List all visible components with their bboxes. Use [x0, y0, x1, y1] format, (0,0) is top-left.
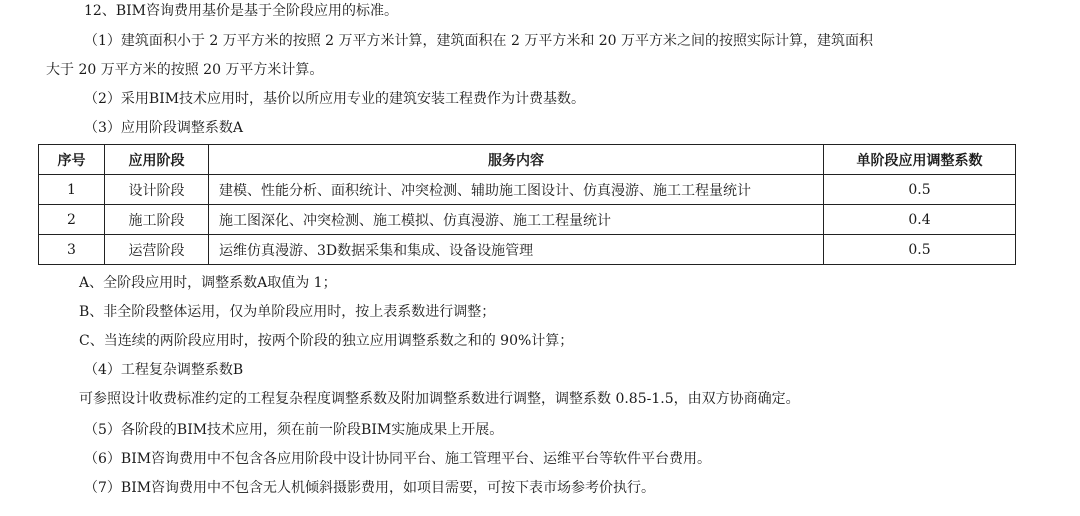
clause-1-line-1: （1）建筑面积小于 2 万平方米的按照 2 万平方米计算，建筑面积在 2 万平方米和 20 万平方米之间的按照实际计算，建筑面积 — [84, 33, 874, 49]
table-row — [39, 205, 1016, 235]
row-no: 2 — [39, 205, 105, 235]
note-c: C、当连续的两阶段应用时，按两个阶段的独立应用调整系数之和的 90%计算； — [79, 333, 574, 349]
clause-6: （6）BIM咨询费用中不包含各应用阶段中设计协同平台、施工管理平台、运维平台等软件平台费用。 — [84, 451, 712, 467]
row-coefficient: 0.5 — [824, 175, 1016, 205]
item-12-heading: 12、BIM咨询费用基价是基于全阶段应用的标准。 — [84, 3, 398, 19]
table-header-row — [39, 145, 1016, 175]
row-content: 运维仿真漫游、3D数据采集和集成、设备设施管理 — [209, 235, 824, 265]
clause-3-heading: （3）应用阶段调整系数A — [84, 120, 244, 136]
row-coefficient: 0.4 — [824, 205, 1016, 235]
note-a: A、全阶段应用时，调整系数A取值为 1； — [79, 275, 337, 291]
row-coefficient: 0.5 — [824, 235, 1016, 265]
header-coefficient: 单阶段应用调整系数 — [824, 145, 1016, 175]
table-row — [39, 235, 1016, 265]
row-stage: 运营阶段 — [105, 235, 209, 265]
header-no: 序号 — [39, 145, 105, 175]
clause-7: （7）BIM咨询费用中不包含无人机倾斜摄影费用，如项目需要，可按下表市场参考价执行。 — [84, 480, 656, 496]
clause-1-line-2: 大于 20 万平方米的按照 20 万平方米计算。 — [46, 62, 324, 78]
row-content: 施工图深化、冲突检测、施工模拟、仿真漫游、施工工程量统计 — [209, 205, 824, 235]
stage-coefficient-table — [38, 144, 1016, 265]
header-content: 服务内容 — [209, 145, 824, 175]
row-no: 1 — [39, 175, 105, 205]
clause-5: （5）各阶段的BIM技术应用，须在前一阶段BIM实施成果上开展。 — [84, 422, 504, 438]
row-no: 3 — [39, 235, 105, 265]
table-row — [39, 175, 1016, 205]
row-stage: 设计阶段 — [105, 175, 209, 205]
note-b: B、非全阶段整体运用，仅为单阶段应用时，按上表系数进行调整； — [79, 304, 496, 320]
clause-4-text: 可参照设计收费标准约定的工程复杂程度调整系数及附加调整系数进行调整，调整系数 0.85-1.5，由双方协商确定。 — [79, 391, 800, 407]
row-content: 建模、性能分析、面积统计、冲突检测、辅助施工图设计、仿真漫游、施工工程量统计 — [209, 175, 824, 205]
clause-2: （2）采用BIM技术应用时，基价以所应用专业的建筑安装工程费作为计费基数。 — [84, 91, 586, 107]
row-stage: 施工阶段 — [105, 205, 209, 235]
header-stage: 应用阶段 — [105, 145, 209, 175]
clause-4-heading: （4）工程复杂调整系数B — [84, 362, 244, 378]
